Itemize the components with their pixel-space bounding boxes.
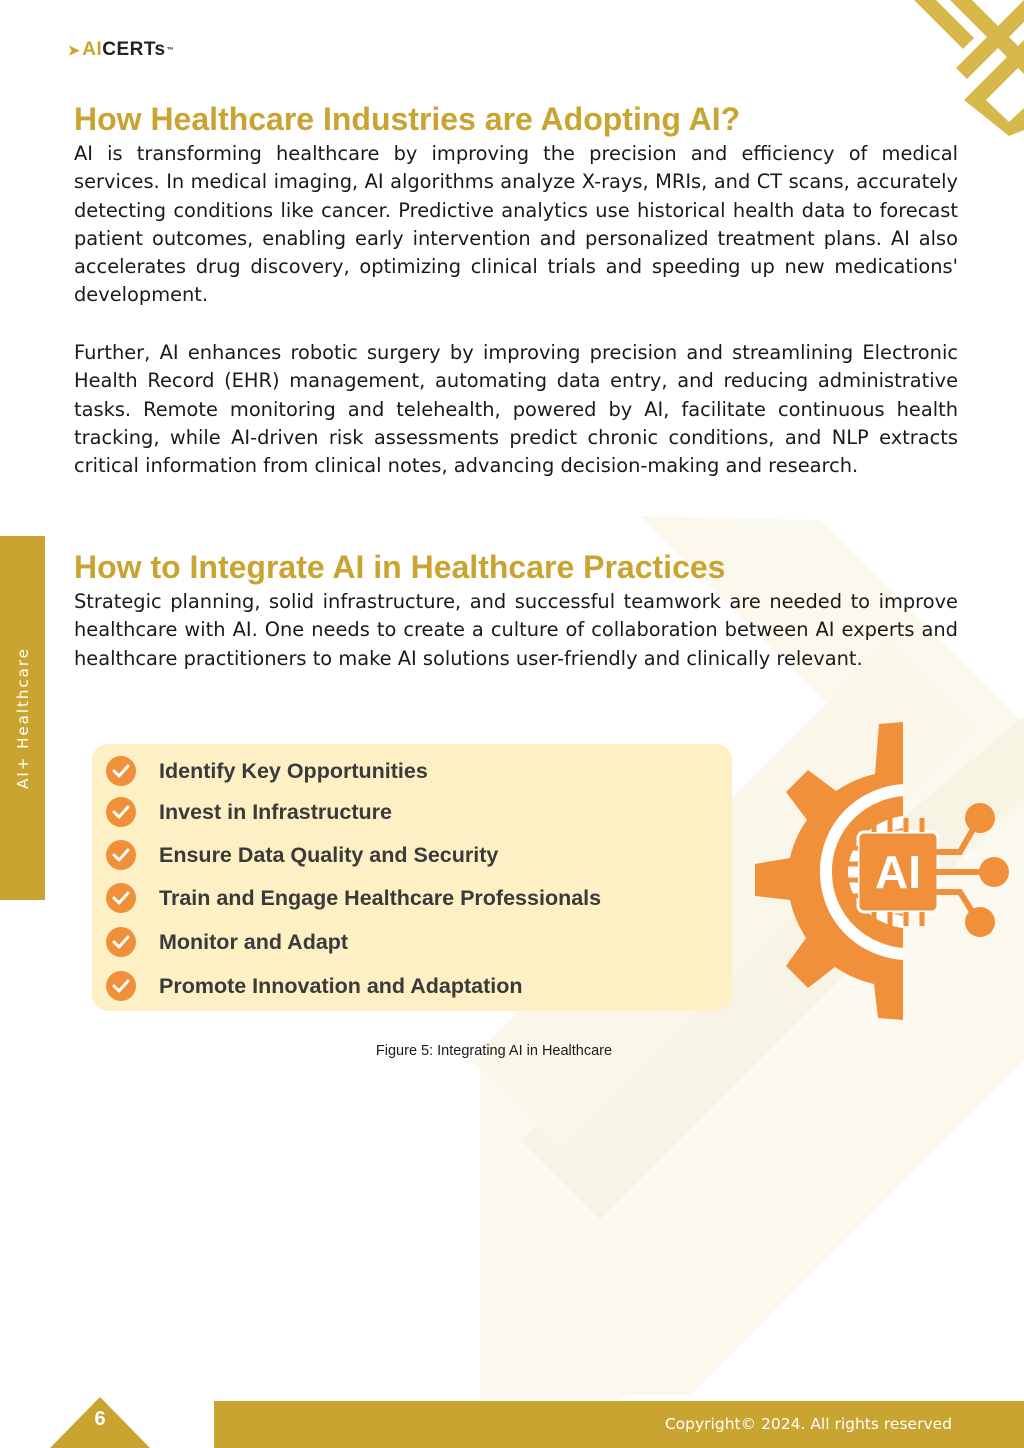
section-title-adopting-ai: How Healthcare Industries are Adopting AI? xyxy=(74,101,741,137)
step-label: Train and Engage Healthcare Professionals xyxy=(159,885,602,910)
check-icon xyxy=(106,756,136,786)
side-tab-label: AI+ Healthcare xyxy=(13,647,32,789)
logo-ai-text: AI xyxy=(82,39,103,60)
step-item xyxy=(106,927,348,957)
side-tab xyxy=(0,536,45,900)
integration-steps-box xyxy=(92,744,732,1011)
step-item xyxy=(106,797,392,827)
aicerts-logo xyxy=(68,38,174,62)
step-label: Identify Key Opportunities xyxy=(159,758,428,783)
check-icon xyxy=(106,797,136,827)
logo-arrow-icon: ➤ xyxy=(68,41,81,58)
ai-gear-icon xyxy=(750,722,1012,1020)
step-label: Promote Innovation and Adaptation xyxy=(159,973,523,998)
figure-caption: Figure 5: Integrating AI in Healthcare xyxy=(375,1043,613,1059)
check-icon xyxy=(106,971,136,1001)
paragraph: Further, AI enhances robotic surgery by improving precision and streamlining Electronic Health Record (EHR) management, automating data entry, and reducing administrative tasks. Remote monitoring and telehealth, powered by AI, facilitate continuous health tracking, while AI-driven risk assessments predict chronic conditions, and NLP extracts critical information from clinical notes, advancing decision-making and research. xyxy=(74,341,958,478)
logo-trademark: ™ xyxy=(166,46,175,54)
check-icon xyxy=(106,883,136,913)
step-label: Ensure Data Quality and Security xyxy=(159,842,499,867)
logo-certs-text: CERTs xyxy=(102,39,166,60)
page-number: 6 xyxy=(94,1408,106,1430)
paragraph: Strategic planning, solid infrastructure, and successful teamwork are needed to improve healthcare with AI. One needs to create a culture of collaboration between AI experts and healthcare practitioners to make AI solutions user-friendly and clinically relevant. xyxy=(74,590,958,670)
step-item xyxy=(106,971,523,1001)
gear-ai-text: AI xyxy=(875,846,921,898)
paragraph: AI is transforming healthcare by improving the precision and efficiency of medical services. In medical imaging, AI algorithms analyze X-rays, MRIs, and CT scans, accurately detecting conditions like cancer. Predictive analytics use historical health data to forecast patient outcomes, enabling early intervention and personalized treatment plans. AI also accelerates drug discovery, optimizing clinical trials and speeding up new medications' development. xyxy=(74,142,958,307)
check-icon xyxy=(106,840,136,870)
check-icon xyxy=(106,927,136,957)
step-item xyxy=(106,840,498,870)
step-label: Monitor and Adapt xyxy=(159,929,349,954)
step-item xyxy=(106,883,601,913)
section-title-integrate-ai: How to Integrate AI in Healthcare Practices xyxy=(74,549,726,585)
step-label: Invest in Infrastructure xyxy=(159,799,392,824)
footer-bar xyxy=(214,1401,1024,1448)
step-item xyxy=(106,756,428,786)
copyright-text: Copyright© 2024. All rights reserved xyxy=(664,1415,952,1433)
